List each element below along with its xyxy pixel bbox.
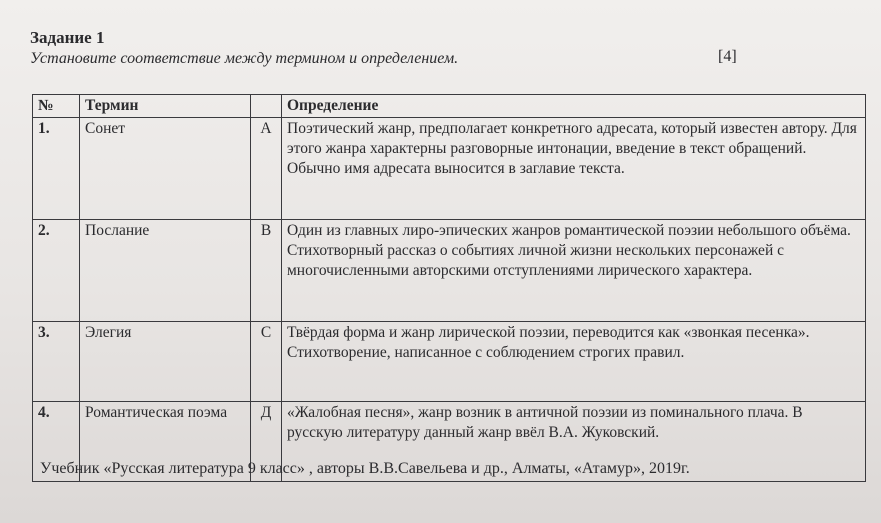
- row-term: Романтическая поэма: [80, 402, 251, 482]
- table-row: [33, 322, 866, 402]
- table-header-row: [33, 95, 866, 118]
- row-num: 3.: [33, 322, 80, 402]
- row-letter: Д: [251, 402, 282, 482]
- row-term: Элегия: [80, 322, 251, 402]
- matching-table: [32, 94, 866, 482]
- header-term: Термин: [80, 95, 251, 118]
- task-title: Задание 1: [30, 28, 105, 47]
- row-letter: С: [251, 322, 282, 402]
- row-definition: Один из главных лиро-эпических жанров романтической поэзии небольшого объёма. Стихотворный рассказ о событиях личной жизни нескольких персонажей с многочисленными авторскими отступлениями лирического характера.: [282, 220, 866, 322]
- row-num: 1.: [33, 118, 80, 220]
- row-term: Сонет: [80, 118, 251, 220]
- row-definition: Поэтический жанр, предполагает конкретного адресата, который известен автору. Для этого жанра характерны разговорные интонации, введение в текст обращений. Обычно имя адресата выносится в заглавие текста.: [282, 118, 866, 220]
- row-term: Послание: [80, 220, 251, 322]
- source-citation: Учебник «Русская литература 9 класс» , авторы В.В.Савельева и др., Алматы, «Атамур», 2019г.: [40, 460, 690, 477]
- task-instruction: Установите соответствие между термином и определением.: [30, 50, 459, 67]
- header-letter: [251, 95, 282, 118]
- table-row: [33, 220, 866, 322]
- header-definition: Определение: [282, 95, 866, 118]
- row-definition: «Жалобная песня», жанр возник в античной поэзии из поминального плача. В русскую литературу данный жанр ввёл В.А. Жуковский.: [282, 402, 866, 482]
- row-definition: Твёрдая форма и жанр лирической поэзии, переводится как «звонкая песенка». Стихотворение, написанное с соблюдением строгих правил.: [282, 322, 866, 402]
- row-num: 4.: [33, 402, 80, 482]
- row-num: 2.: [33, 220, 80, 322]
- task-score: [4]: [718, 48, 737, 65]
- header-num: №: [33, 95, 80, 118]
- row-letter: А: [251, 118, 282, 220]
- row-letter: В: [251, 220, 282, 322]
- table-row: [33, 118, 866, 220]
